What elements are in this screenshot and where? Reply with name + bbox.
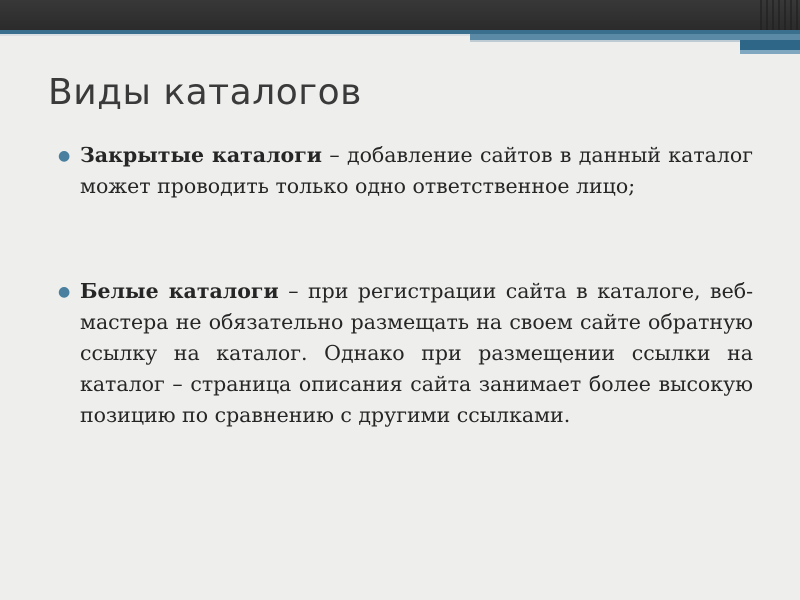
bullet-item-white-catalogs bbox=[58, 276, 753, 431]
header-bar bbox=[0, 0, 800, 30]
step-line-3 bbox=[470, 40, 750, 42]
bullet-dot-icon: ● bbox=[58, 284, 71, 300]
bullet-item-closed-catalogs bbox=[58, 140, 753, 202]
header-stripes bbox=[760, 0, 800, 30]
bullet-text: – при регистрации сайта в каталоге, веб-мастера не обязательно размещать на своем сайте обратную ссылку на каталог. Однако при размещении ссылки на каталог – страница описания сайта занимает более высокую позицию по сравнению с другими ссылками. bbox=[80, 279, 753, 427]
step-line-5 bbox=[740, 50, 800, 54]
step-line-1 bbox=[0, 34, 470, 36]
bullet-term: Белые каталоги bbox=[80, 279, 279, 303]
header-step-decoration bbox=[0, 34, 800, 56]
bullet-term: Закрытые каталоги bbox=[80, 143, 322, 167]
bullet-text: – добавление сайтов в данный каталог может проводить только одно ответственное лицо; bbox=[80, 143, 754, 198]
bullet-dot-icon: ● bbox=[58, 148, 71, 164]
step-line-4 bbox=[740, 40, 800, 50]
bullet-list bbox=[58, 140, 753, 431]
slide-title: Виды каталогов bbox=[48, 72, 362, 113]
